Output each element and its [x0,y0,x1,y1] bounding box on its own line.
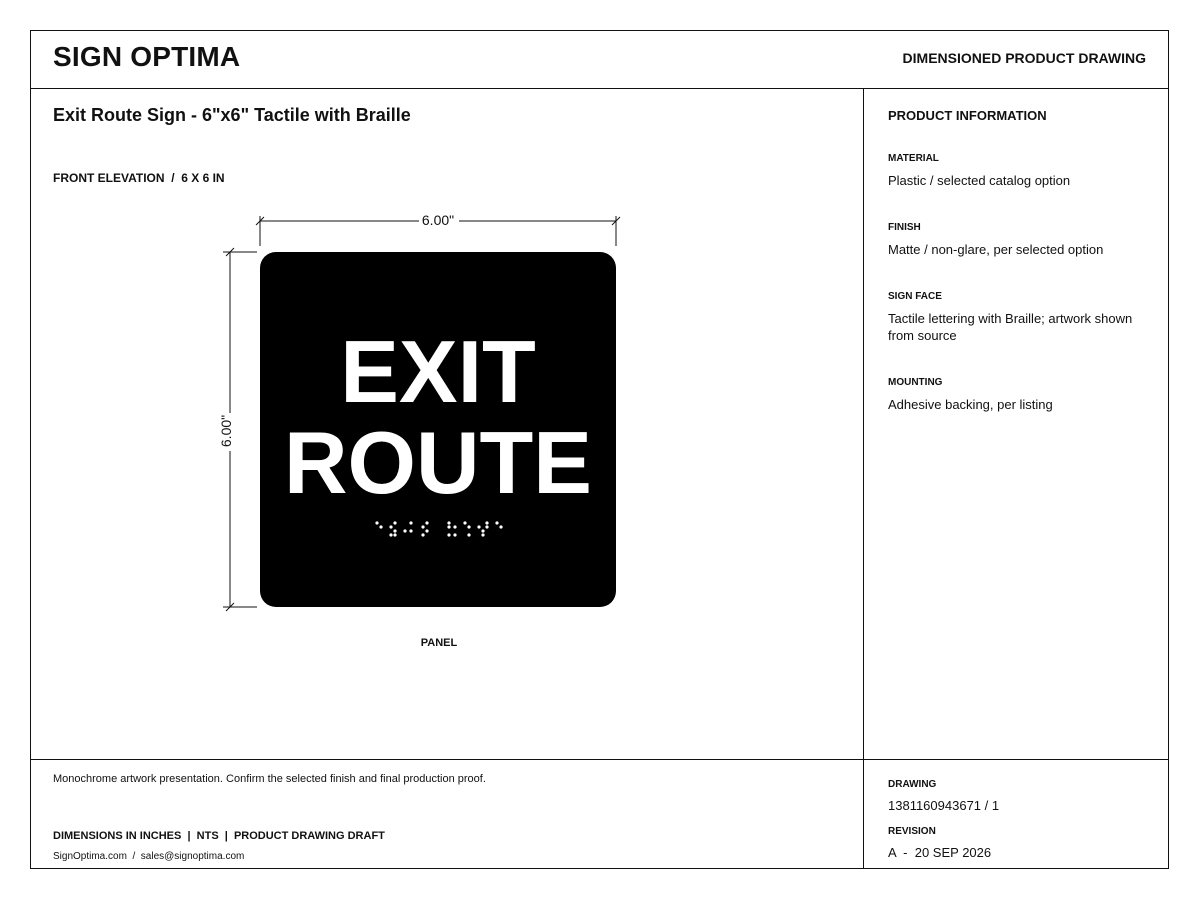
revision-value: A - 20 SEP 2026 [888,845,992,860]
contact-info: SignOptima.com / sales@signoptima.com [53,851,245,862]
brand-name: SIGN OPTIMA [53,41,241,72]
artwork-note: Monochrome artwork presentation. Confirm the selected finish and final production proof. [53,773,486,785]
sign-text-route: ROUTE [284,413,592,512]
panel-label: PANEL [420,637,458,649]
info-value: Matte / non-glare, per selected option [888,242,1104,257]
height-dimension-label: 6.00" [218,414,234,448]
info-finish [888,222,1158,258]
info-label: FINISH [888,222,921,233]
footer-divider [31,759,1168,760]
info-material [888,153,1158,189]
drawing-number-label: DRAWING [888,779,937,790]
info-sign-face [888,291,1158,344]
product-title: Exit Route Sign - 6"x6" Tactile with Braille [53,105,411,125]
sign-drawing [201,201,661,641]
elevation-label: FRONT ELEVATION / 6 X 6 IN [53,171,225,185]
info-panel-divider [863,88,864,868]
width-dimension-label: 6.00" [421,212,455,228]
info-mounting [888,377,1158,413]
info-value: Plastic / selected catalog option [888,173,1071,188]
info-label: MATERIAL [888,153,939,164]
drawing-number-value: 1381160943671 / 1 [888,798,1000,813]
info-value: Tactile lettering with Braille; artwork shown from source [888,311,1133,343]
info-value: Adhesive backing, per listing [888,397,1053,412]
drawing-sheet [30,30,1169,869]
dimensions-note: DIMENSIONS IN INCHES | NTS | PRODUCT DRAWING DRAFT [53,830,385,842]
header-divider [31,88,1168,89]
document-type: DIMENSIONED PRODUCT DRAWING [902,50,1146,66]
product-info-heading: PRODUCT INFORMATION [888,108,1047,123]
revision-label: REVISION [888,826,936,837]
info-label: MOUNTING [888,377,943,388]
sign-text-exit: EXIT [340,322,536,421]
info-label: SIGN FACE [888,291,942,302]
